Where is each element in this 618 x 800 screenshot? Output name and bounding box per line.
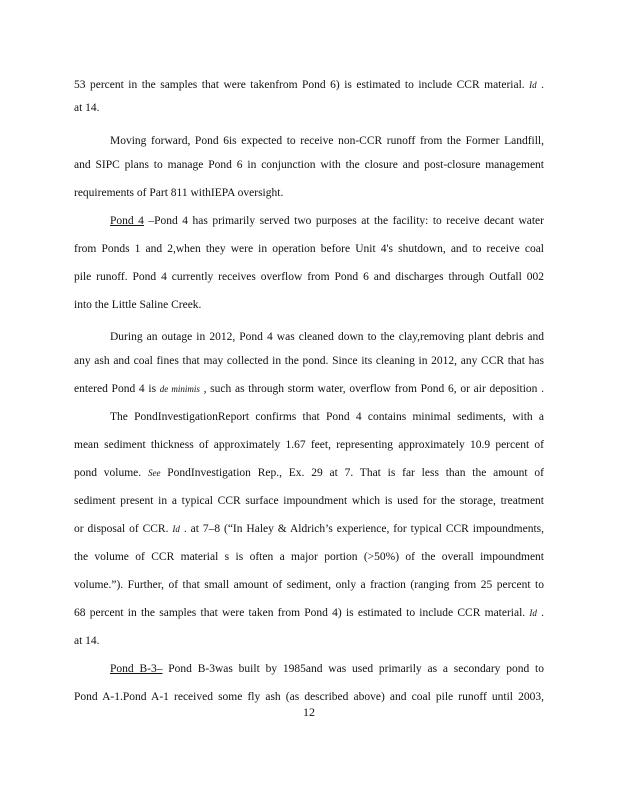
text-run: The PondInvestigationReport confirms that Pond 4 contains minimal sediments, with a (110, 411, 544, 423)
text-line (74, 78, 544, 92)
text-run: into the Little Saline Creek. (74, 299, 202, 311)
text-run: During an outage in 2012, Pond 4 was cleaned down to the clay,removing plant debris and (110, 331, 544, 343)
italic-text: Id (529, 80, 537, 90)
text-line (74, 438, 544, 452)
text-run: , such as through storm water, overflow from Pond 6, or air deposition . (199, 383, 545, 395)
text-line (74, 270, 544, 284)
text-line (74, 634, 544, 648)
text-run: Moving forward, Pond 6is expected to receive non-CCR runoff from the Former Landfill, (110, 135, 544, 147)
text-line (74, 101, 544, 115)
italic-text: de minimis (159, 384, 200, 394)
text-line (110, 410, 544, 424)
text-run: at 14. (74, 102, 100, 114)
page-number: 12 (303, 705, 315, 719)
text-run: 53 percent in the samples that were takenfrom Pond 6) is estimated to include CCR material. (74, 79, 530, 91)
text-run: pond volume. (74, 467, 148, 479)
text-line (74, 550, 544, 564)
text-line (110, 214, 544, 228)
text-line (110, 134, 544, 148)
italic-text: Id (172, 524, 180, 534)
text-line (74, 578, 544, 592)
text-line (74, 242, 544, 256)
text-run: Pond A-1.Pond A-1 received some fly ash (as described above) and coal pile runoff until 2003, (74, 691, 544, 703)
underlined-heading: Pond 4 (110, 215, 144, 227)
text-line (74, 690, 544, 704)
text-run: from Ponds 1 and 2,when they were in operation before Unit 4's shutdown, and to receive coal (74, 243, 544, 255)
italic-text: Id (529, 608, 537, 618)
text-run: volume.”). Further, of that small amount of sediment, only a fraction (ranging from 25 percent to (74, 579, 544, 591)
text-run: requirements of Part 811 withIEPA oversight. (74, 187, 284, 199)
text-run: pile runoff. Pond 4 currently receives overflow from Pond 6 and discharges through Outfall 002 (74, 271, 544, 283)
text-run: –Pond 4 has primarily served two purposes at the facility: to receive decant water (143, 215, 544, 227)
text-run: Pond B-3was built by 1985and was used primarily as a secondary pond to (162, 663, 544, 675)
text-run: 68 percent in the samples that were taken from Pond 4) is estimated to include CCR material. (74, 607, 530, 619)
text-line (74, 466, 544, 480)
text-line (74, 298, 544, 312)
text-run: at 14. (74, 635, 100, 647)
text-run: . at 7–8 (“In Haley & Aldrich’s experience, for typical CCR impoundments, (179, 523, 544, 535)
text-run: entered Pond 4 is (74, 383, 160, 395)
text-run: . (536, 607, 545, 619)
underlined-heading: Pond B-3– (110, 663, 163, 675)
text-run: any ash and coal fines that may collected in the pond. Since its cleaning in 2012, any CCR that has (74, 355, 544, 367)
text-run: and SIPC plans to manage Pond 6 in conjunction with the closure and post-closure management (74, 159, 544, 171)
text-line (74, 494, 544, 508)
text-line (74, 606, 544, 620)
text-line (74, 522, 544, 536)
italic-text: See (147, 468, 161, 478)
text-line (110, 330, 544, 344)
text-run: sediment present in a typical CCR surface impoundment which is used for the storage, treatment (74, 495, 544, 507)
text-run: or disposal of CCR. (74, 523, 173, 535)
text-run: mean sediment thickness of approximately 1.67 feet, representing approximately 10.9 percent of (74, 439, 544, 451)
text-run: . (536, 79, 545, 91)
text-line (74, 158, 544, 172)
text-line (110, 662, 544, 676)
text-line (74, 186, 544, 200)
text-run: PondInvestigation Rep., Ex. 29 at 7. That is far less than the amount of (160, 467, 544, 479)
text-line (74, 382, 544, 396)
text-line (74, 354, 544, 368)
text-run: the volume of CCR material s is often a major portion (>50%) of the overall impoundment (74, 551, 544, 563)
